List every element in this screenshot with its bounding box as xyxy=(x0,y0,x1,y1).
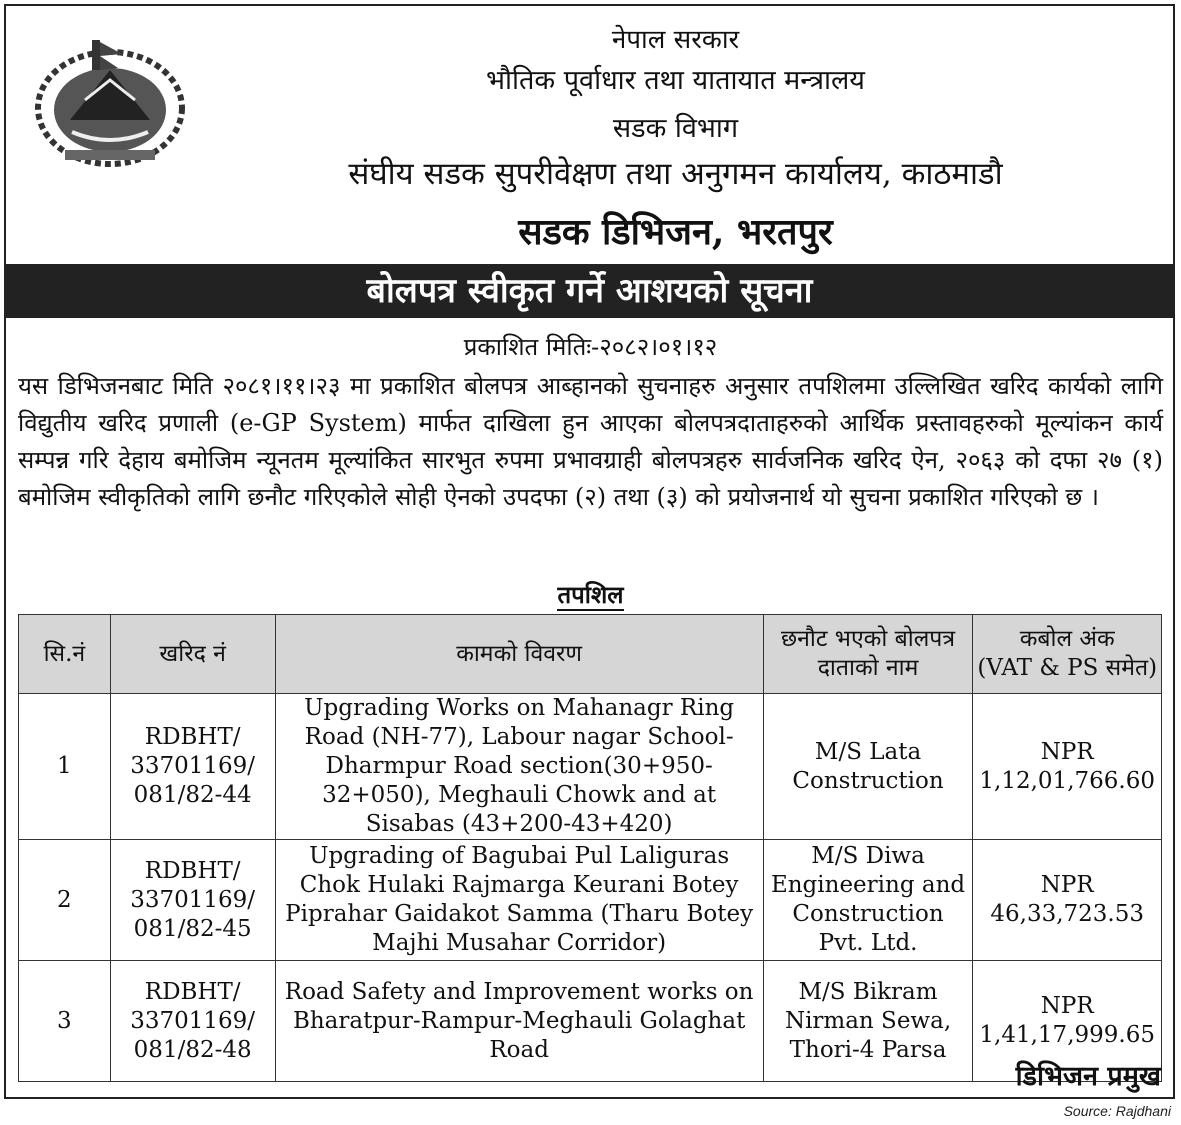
nepal-emblem-icon xyxy=(30,30,190,170)
table-row xyxy=(19,694,1162,840)
cell-procurement-no: RDBHT/ 33701169/ 081/82-48 xyxy=(110,961,275,1082)
published-date: प्रकाशित मितिः-२०८२।०१।१२ xyxy=(463,333,718,361)
header-government: नेपाल सरकार xyxy=(611,25,740,55)
cell-sn: 2 xyxy=(19,840,111,961)
cell-bidder: M/S Lata Construction xyxy=(763,694,973,840)
col-sn: सि.नं xyxy=(19,615,111,694)
signature-division-chief: डिभिजन प्रमुख xyxy=(1015,1061,1161,1092)
cell-procurement-no: RDBHT/ 33701169/ 081/82-45 xyxy=(110,840,275,961)
header-department: सडक विभाग xyxy=(612,113,739,144)
cell-sn: 1 xyxy=(19,694,111,840)
cell-amount: NPR 1,12,01,766.60 xyxy=(973,694,1162,840)
col-procurement-no: खरिद नं xyxy=(110,615,275,694)
table-row xyxy=(19,840,1162,961)
cell-bidder: M/S Diwa Engineering and Construction Pvt. Ltd. xyxy=(763,840,973,961)
source-credit: Source: Rajdhani xyxy=(1063,1103,1171,1119)
cell-description: Upgrading of Bagubai Pul Laliguras Chok Hulaki Rajmarga Keurani Botey Piprahar Gaidakot Samma (Tharu Botey Majhi Musahar Corridor) xyxy=(275,840,763,961)
header-office: संघीय सडक सुपरीवेक्षण तथा अनुगमन कार्यालय, काठमाडौ xyxy=(348,156,1003,192)
header-ministry: भौतिक पूर्वाधार तथा यातायात मन्त्रालय xyxy=(486,65,865,96)
bid-schedule-table xyxy=(18,614,1162,1082)
notice-title-banner: बोलपत्र स्वीकृत गर्ने आशयको सूचना xyxy=(4,264,1175,318)
col-description: कामको विवरण xyxy=(275,615,763,694)
cell-amount: NPR 46,33,723.53 xyxy=(973,840,1162,961)
cell-description: Road Safety and Improvement works on Bharatpur-Rampur-Meghauli Golaghat Road xyxy=(275,961,763,1082)
cell-bidder: M/S Bikram Nirman Sewa, Thori-4 Parsa xyxy=(763,961,973,1082)
table-row xyxy=(19,961,1162,1082)
col-amount: कबोल अंक (VAT & PS समेत) xyxy=(973,615,1162,694)
notice-body: यस डिभिजनबाट मिति २०८१।११।२३ मा प्रकाशित बोलपत्र आब्हानको सुचनाहरु अनुसार तपशिलमा उल्लिखित खरिद कार्यको लागि विद्युतीय खरिद प्रणाली (e-GP System) मार्फत दाखिला हुन आएका बोलपत्रदाताहरुको आर्थिक प्रस्तावहरुको मूल्यांकन कार्य सम्पन्न गरि देहाय बमोजिम न्यूनतम मूल्यांकित सारभुत रुपमा प्रभावग्राही बोलपत्रहरु सार्वजनिक खरिद ऐन, २०६३ को दफा २७ (१) बमोजिम स्वीकृतिको लागि छनौट गरिएकोले सोही ऐनको उपदफा (२) तथा (३) को प्रयोजनार्थ यो सुचना प्रकाशित गरिएको छ । xyxy=(18,372,1163,511)
header-division: सडक डिभिजन, भरतपुर xyxy=(518,211,833,253)
col-bidder: छनौट भएको बोलपत्र दाताको नाम xyxy=(763,615,973,694)
cell-sn: 3 xyxy=(19,961,111,1082)
cell-procurement-no: RDBHT/ 33701169/ 081/82-44 xyxy=(110,694,275,840)
table-header-row xyxy=(19,615,1162,694)
schedule-title: तपशिल xyxy=(557,580,624,609)
cell-amount: NPR 1,41,17,999.65 xyxy=(973,961,1162,1082)
cell-description: Upgrading Works on Mahanagr Ring Road (NH-77), Labour nagar School- Dharmpur Road section(30+950-32+050), Meghauli Chowk and at Sisabas (43+200-43+420) xyxy=(275,694,763,840)
